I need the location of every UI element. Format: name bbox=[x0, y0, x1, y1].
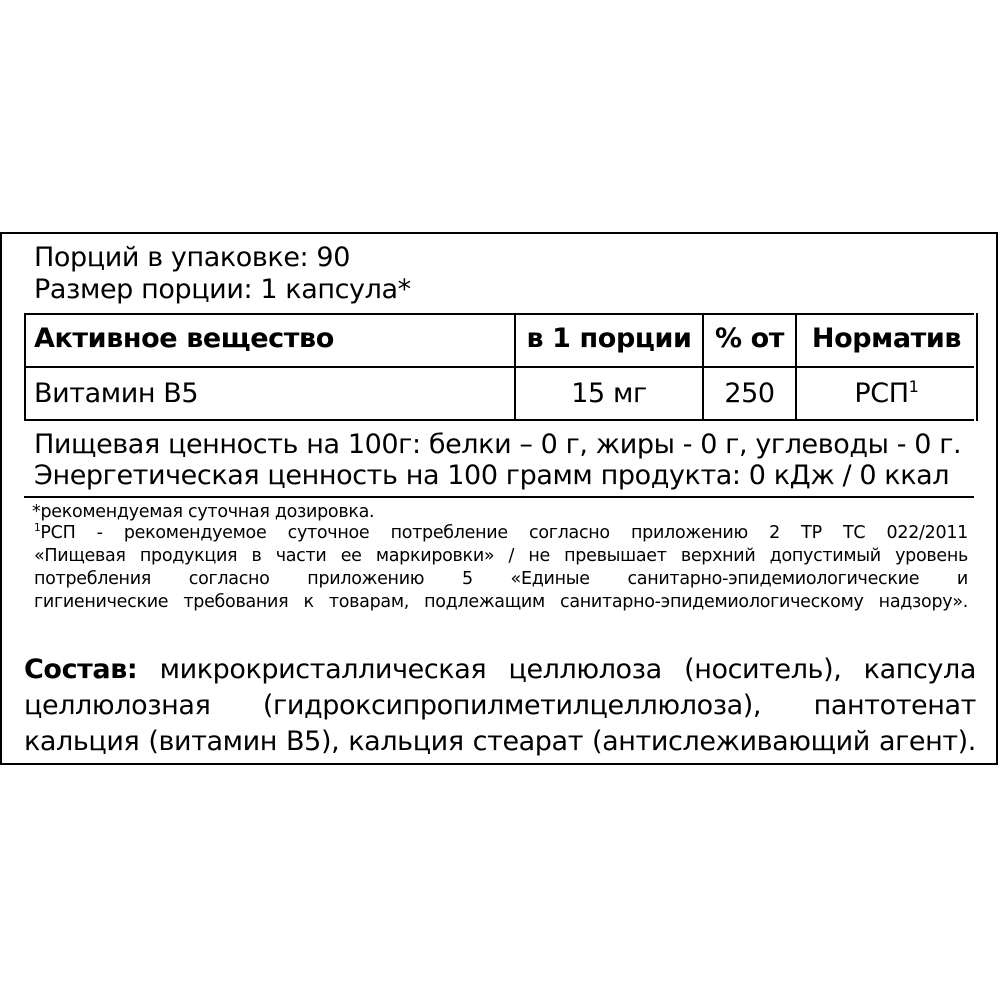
footnote-recommended-dose: *рекомендуемая суточная дозировка. bbox=[32, 502, 375, 522]
composition-text-1: микрокристаллическая целлюлоза (носитель), капсула bbox=[159, 654, 977, 685]
row-norm bbox=[797, 378, 976, 409]
composition-label: Состав: bbox=[24, 654, 138, 685]
row-amount: 15 мг bbox=[571, 378, 647, 409]
supplement-facts-label bbox=[0, 232, 998, 765]
table-bottom-border bbox=[24, 419, 974, 421]
footnote-rsp-line-4: гигиенические требования к товарам, подлежащим санитарно-эпидемиологическому надзору». bbox=[34, 592, 968, 612]
footnote-rsp-line-3: потребления согласно приложению 5 «Единые санитарно-эпидемиологические и bbox=[34, 569, 968, 589]
footnote-rsp-line-1 bbox=[34, 523, 968, 543]
energy-value: Энергетическая ценность на 100 грамм продукта: 0 кДж / 0 ккал bbox=[34, 460, 950, 491]
table-left-border bbox=[24, 313, 26, 421]
footnote-rsp-line-2: «Пищевая продукция в части ее маркировки» / не превышает верхний допустимый уровень bbox=[34, 546, 968, 566]
header-active-substance: Активное вещество bbox=[34, 323, 334, 354]
row-norm-text: РСП bbox=[854, 378, 909, 409]
row-substance-name: Витамин В5 bbox=[34, 378, 199, 409]
table-top-border bbox=[24, 313, 974, 315]
footnote-rsp-sup: 1 bbox=[34, 522, 41, 535]
composition-line-1 bbox=[24, 654, 976, 685]
row-norm-sup: 1 bbox=[908, 377, 919, 396]
footnote-rsp-text: РСП - рекомендуемое суточное потребление согласно приложению 2 ТР ТС 022/2011 bbox=[40, 523, 968, 543]
composition-line-3: кальция (витамин В5), кальция стеарат (антислеживающий агент). bbox=[24, 726, 976, 757]
servings-per-package: Порций в упаковке: 90 bbox=[34, 242, 350, 273]
header-norm: Норматив bbox=[811, 323, 962, 354]
table-header-divider bbox=[24, 366, 974, 368]
row-percent: 250 bbox=[724, 378, 775, 409]
nutrition-value: Пищевая ценность на 100г: белки – 0 г, жиры - 0 г, углеводы - 0 г. bbox=[34, 429, 962, 460]
composition-line-2: целлюлозная (гидроксипропилметилцеллюлоза), пантотенат bbox=[24, 690, 976, 721]
nutrition-divider bbox=[24, 496, 974, 498]
serving-size: Размер порции: 1 капсула* bbox=[34, 274, 411, 305]
table-right-border bbox=[976, 313, 978, 421]
header-percent: % от bbox=[714, 323, 785, 354]
header-per-serving: в 1 порции bbox=[526, 323, 692, 354]
